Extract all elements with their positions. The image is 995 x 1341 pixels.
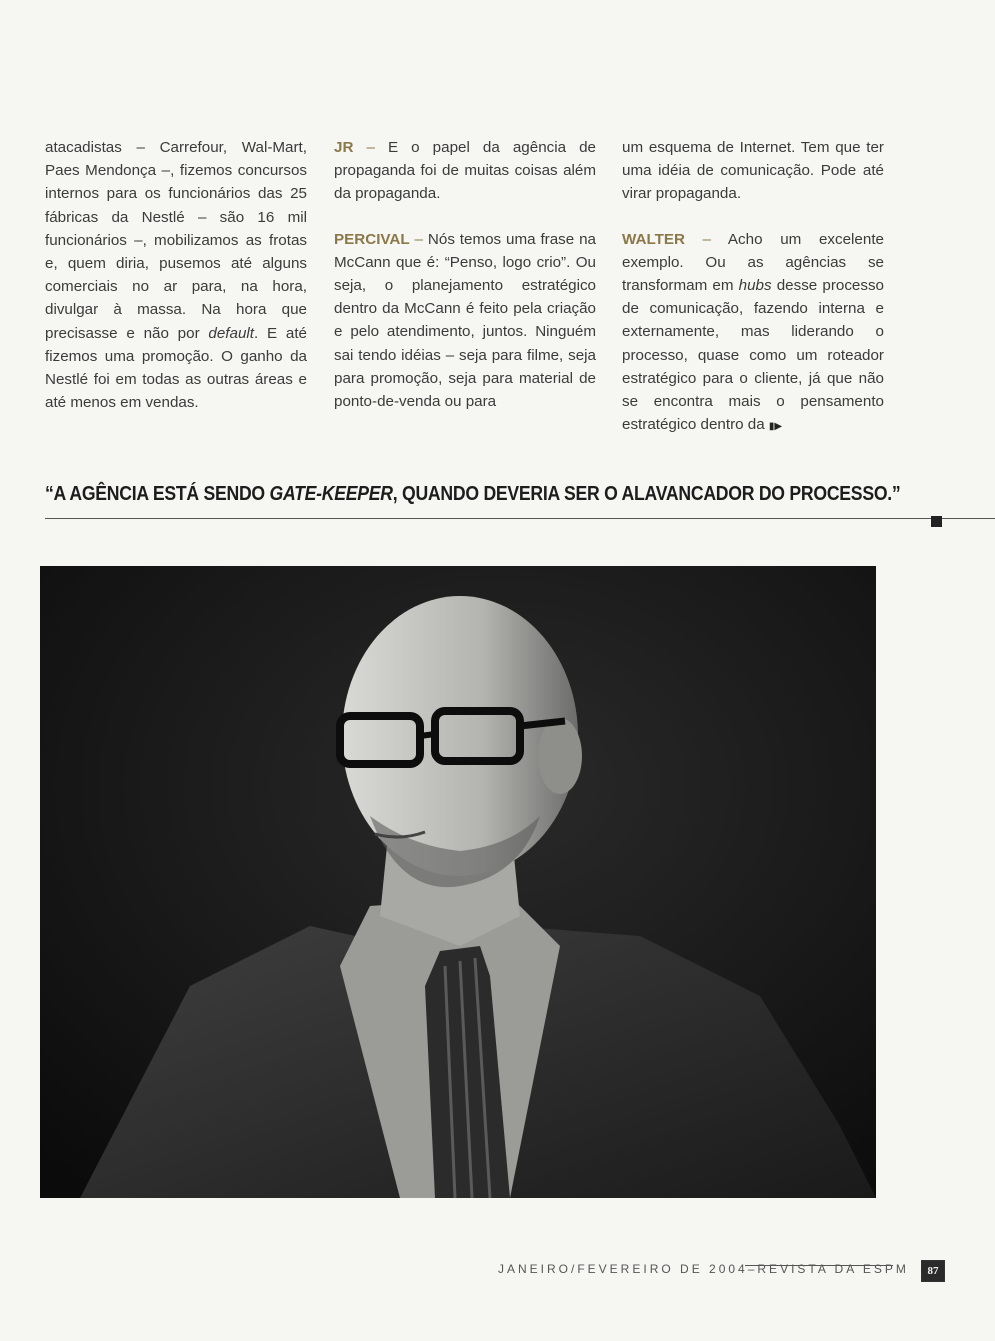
col1-text-end: . E até fizemos uma promoção. O ganho da Nestlé foi em todas as outras áreas e até menos em vendas. xyxy=(45,324,307,412)
portrait-illustration xyxy=(40,566,876,1198)
pull-quote xyxy=(45,482,901,506)
portrait-photo xyxy=(40,566,876,1198)
percival-paragraph xyxy=(334,228,596,414)
continue-arrow-icon: ▮▶ xyxy=(768,421,783,433)
col1-text: atacadistas – Carrefour, Wal-Mart, Paes Mendonça –, fizemos concursos internos para os funcionários das 25 fábricas da Nestlé – são 16 mil funcionários –, mobilizamos as frotas e, quem diria, pusemos até alguns comerciais no ar para, na hora, divulgar à massa. Na hora que precisasse e não por xyxy=(45,139,307,342)
quote-part-2: , QUANDO DEVERIA SER O ALAVANCADOR DO PROCESSO.” xyxy=(392,482,901,505)
speaker-walter: WALTER xyxy=(622,230,685,248)
quote-divider xyxy=(45,518,995,519)
page-number: 87 xyxy=(921,1260,945,1282)
jr-paragraph xyxy=(334,136,596,206)
column-1-paragraph xyxy=(45,136,307,414)
column-2 xyxy=(334,136,596,435)
walter-italic: hubs xyxy=(738,277,772,295)
quote-italic: GATE-KEEPER xyxy=(269,482,393,505)
speaker-percival: PERCIVAL xyxy=(334,230,410,248)
footer-text: JANEIRO/FEVEREIRO DE 2004–REVISTA DA ESPM xyxy=(498,1262,909,1276)
column-3 xyxy=(622,136,884,460)
jr-text: E o papel da agência de propaganda foi de muitas coisas além da propaganda. xyxy=(334,139,597,203)
walter-paragraph xyxy=(622,228,884,439)
walter-text-2: desse processo de comunicação, fazendo interna e externamente, mas liderando o processo, quase como um roteador estratégico para o cliente, já que não se encontra mais o pensamento estratégico dentro da xyxy=(622,277,884,434)
col3-paragraph: um esquema de Internet. Tem que ter uma idéia de comunicação. Pode até virar propaganda. xyxy=(622,139,884,203)
percival-text: Nós temos uma frase na McCann que é: “Penso, logo crio”. Ou seja, o planejamento estratégico dentro da McCann é feito pela criação e pelo atendimento, juntos. Ninguém sai tendo idéias – seja para filme, seja para promoção, seja para material de ponto-de-venda ou para xyxy=(334,230,597,411)
speaker-jr: JR xyxy=(334,139,354,156)
speaker-dash: – xyxy=(353,139,375,156)
walter-text-1: Acho um excelente exemplo. Ou as agências se transformam em xyxy=(622,230,884,295)
column-1 xyxy=(45,136,307,436)
quote-part-1: “A AGÊNCIA ESTÁ SENDO xyxy=(45,482,270,505)
quote-square-marker xyxy=(931,516,942,527)
col1-italic: default xyxy=(208,324,254,342)
speaker-dash: – xyxy=(409,230,424,248)
speaker-dash: – xyxy=(685,230,712,248)
